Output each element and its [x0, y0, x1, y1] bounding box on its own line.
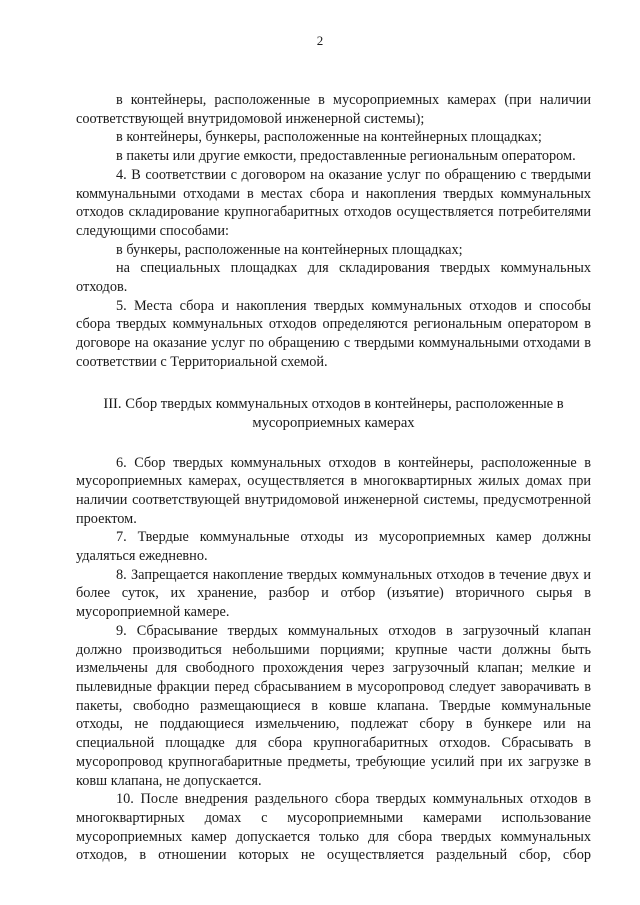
paragraph-list-item: в контейнеры, бункеры, расположенные на контейнерных площадках;: [116, 129, 542, 146]
paragraph-clause-10: 10. После внедрения раздельного сбора твердых коммунальных отходов в многоквартирных домах с мусороприемными камерами использование мусороприемных камер допускается только для сбора твердых коммунальных отходов, в отношении которых не осуществляется раздельный сбор, сбор: [76, 791, 591, 864]
paragraph-list-item: в пакеты или другие емкости, предоставленные региональным оператором.: [116, 148, 576, 165]
paragraph-clause-4: 4. В соответствии с договором на оказание услуг по обращению с твердыми коммунальными отходами в местах сбора и накопления твердых коммунальных отходов складирование крупногабаритных отходов осуществляется потребителями следующими способами:: [76, 166, 591, 239]
paragraph-clause-5: 5. Места сбора и накопления твердых коммунальных отходов и способы сбора твердых коммунальных отходов определяются региональным оператором в договоре на оказание услуг по обращению с твердыми коммунальными отходами в соответствии с Территориальной схемой.: [76, 297, 591, 370]
paragraph-list-item: в контейнеры, расположенные в мусороприемных камерах (при наличии соответствующей внутридомовой инженерной системы);: [76, 92, 591, 127]
paragraph-clause-8: 8. Запрещается накопление твердых коммунальных отходов в течение двух и более суток, их хранение, разбор и отбор (изъятие) вторичного сырья в мусороприемной камере.: [76, 566, 591, 621]
paragraph-clause-9: 9. Сбрасывание твердых коммунальных отходов в загрузочный клапан должно производиться небольшими порциями; крупные части должны быть измельчены для свободного прохождения через загрузочный клапан; мелкие и пылевидные фракции перед сбрасыванием в мусоропровод следует заворачивать в пакеты, свободно размещающиеся в ковше клапана. Твердые коммунальные отходы, не поддающиеся измельчению, подлежат сбору в бункере или на специальной площадке для сбора крупногабаритных отходов. Сбрасывать в мусоропровод крупногабаритные предметы, требующие усилий при их загрузке в ковш клапана, не допускается.: [76, 622, 591, 789]
document-body: [76, 91, 591, 865]
page-number: 2: [316, 33, 324, 48]
paragraph-clause-7: 7. Твердые коммунальные отходы из мусороприемных камер должны удаляться ежедневно.: [76, 529, 591, 565]
paragraph-clause-6: 6. Сбор твердых коммунальных отходов в контейнеры, расположенные в мусороприемных камерах, осуществляется в многоквартирных жилых домах при наличии соответствующей внутридомовой инженерной системы, предусмотренной проектом.: [76, 454, 591, 527]
section-heading: III. Сбор твердых коммунальных отходов в контейнеры, расположенные в мусороприемных камерах: [103, 395, 564, 431]
paragraph-list-item: в бункеры, расположенные на контейнерных площадках;: [116, 241, 463, 258]
paragraph-list-item: на специальных площадках для складирования твердых коммунальных отходов.: [76, 260, 591, 296]
